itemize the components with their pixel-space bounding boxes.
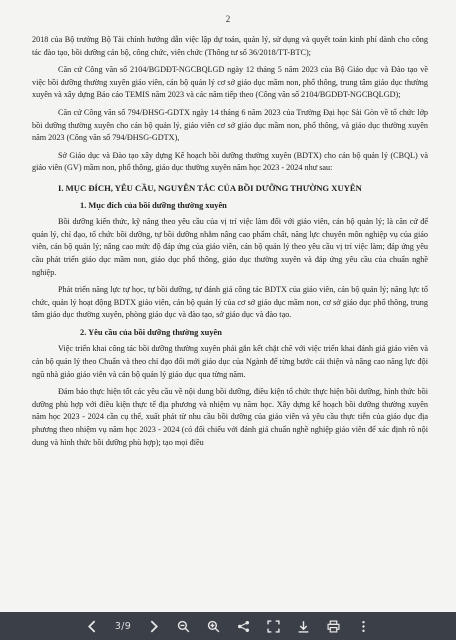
chevron-left-icon[interactable] xyxy=(85,618,101,634)
paragraph: Việc triển khai công tác bồi dưỡng thường xuyên phải gắn kết chặt chẽ với việc triển khai đánh giá giáo viên và cán bộ quản lý theo Chuẩn và theo chỉ đạo đổi mới giáo dục của Ngành để từng bước cải thiện và nâng cao năng lực đội ngũ nhà giáo giáo viên và cán bộ quản lý giáo dục qua từng năm. xyxy=(32,344,428,379)
viewer-toolbar xyxy=(0,612,456,640)
paragraph: Sở Giáo dục và Đào tạo xây dựng Kế hoạch bồi dưỡng thường xuyên (BDTX) cho cán bộ quản lý (CBQL) và giáo viên (GV) mầm non, phổ thông, giáo dục thường xuyên năm học 2023 - 2024 như sau: xyxy=(32,150,428,173)
zoom-out-icon[interactable] xyxy=(175,618,191,634)
print-icon[interactable] xyxy=(325,618,341,634)
paragraph: Bồi dưỡng kiến thức, kỹ năng theo yêu cầu của vị trí việc làm đối với giáo viên, cán bộ quản lý; là căn cứ để quản lý, chỉ đạo, tổ chức bồi dưỡng, tự bồi dưỡng nhằm nâng cao phẩm chất, năng lực chuyên môn nghiệp vụ của giáo viên, cán bộ quản lý; nâng cao mức độ đáp ứng của giáo viên, cán bộ quản lý theo yêu cầu vị trí việc làm; đáp ứng yêu cầu phát triển giáo dục mầm non, giáo dục phổ thông, giáo dục thường xuyên và đáp ứng yêu cầu của chuẩn nghề nghiệp. xyxy=(32,217,428,277)
paragraph: Phát triển năng lực tự học, tự bồi dưỡng, tự đánh giá công tác BDTX của giáo viên, cán bộ quản lý; năng lực tổ chức, quản lý hoạt động BDTX giáo viên, cán bộ quản lý của cơ sở giáo dục mầm non, cơ sở giáo dục phổ thông, trung tâm giáo dục thường xuyên, phòng giáo dục và đào tạo, sở giáo dục và đào tạo. xyxy=(32,285,428,320)
page-indicator: 3/9 xyxy=(114,620,132,632)
subsection-heading: 1. Mục đích của bồi dưỡng thường xuyên xyxy=(80,200,227,210)
more-options-icon[interactable] xyxy=(355,618,371,634)
document-body xyxy=(32,34,428,454)
subsection-heading: 2. Yêu cầu của bồi dưỡng thường xuyên xyxy=(80,327,222,337)
paragraph: Đảm bảo thực hiện tốt các yêu cầu về nội dung bồi dưỡng, điều kiện tổ chức thực hiện bồi dưỡng, hình thức bồi dưỡng phù hợp với điều kiện thực tế địa phương và nhiệm vụ năm học. Xây dựng kế hoạch bồi dưỡng thường xuyên năm học 2023 - 2024 cần cụ thể, xuất phát từ nhu cầu bồi dưỡng của giáo viên và yêu cầu thực tiễn của giáo dục địa phương theo nhiệm vụ năm học 2023 - 2024 (có đối chiếu với đánh giá chuẩn nghề nghiệp giáo viên để xác định rõ nội dung và hình thức bồi dưỡng phù hợp); tạo mọi điều xyxy=(32,387,428,447)
download-icon[interactable] xyxy=(295,618,311,634)
paragraph: 2018 của Bộ trưởng Bộ Tài chính hướng dẫn việc lập dự toán, quản lý, sử dụng và quyết toán kinh phí dành cho công tác đào tạo, bồi dưỡng cán bộ, công chức, viên chức (Thông tư số 36/2018/TT-BTC); xyxy=(32,35,428,57)
chevron-right-icon[interactable] xyxy=(145,618,161,634)
paragraph: Căn cứ Công văn số 794/ĐHSG-GDTX ngày 14 tháng 6 năm 2023 của Trường Đại học Sài Gòn về tổ chức lớp bồi dưỡng thường xuyên cho cán bộ quản lý, giáo viên cơ sở giáo dục mầm non, phổ thông, và giáo dục thường xuyên năm 2023 (Công văn số 794/ĐHSG-GDTX), xyxy=(32,107,428,143)
page-number: 2 xyxy=(225,14,231,24)
zoom-in-icon[interactable] xyxy=(205,618,221,634)
share-icon[interactable] xyxy=(235,618,251,634)
paragraph: Căn cứ Công văn số 2104/BGDĐT-NGCBQLGD ngày 12 tháng 5 năm 2023 của Bộ Giáo dục và Đào tạo về việc bồi dưỡng thường xuyên giáo viên, cán bộ quản lý cơ sở giáo dục mầm non, phổ thông, trung tâm giáo dục thường xuyên và xây dựng Báo cáo TEMIS năm 2023 và các năm tiếp theo (Công văn số 2104/BGDĐT-NGCBQLGD); xyxy=(32,65,428,100)
section-heading: I. MỤC ĐÍCH, YÊU CẦU, NGUYÊN TẮC CỦA BỒI DƯỠNG THƯỜNG XUYÊN xyxy=(58,182,362,193)
fit-page-icon[interactable] xyxy=(265,618,281,634)
